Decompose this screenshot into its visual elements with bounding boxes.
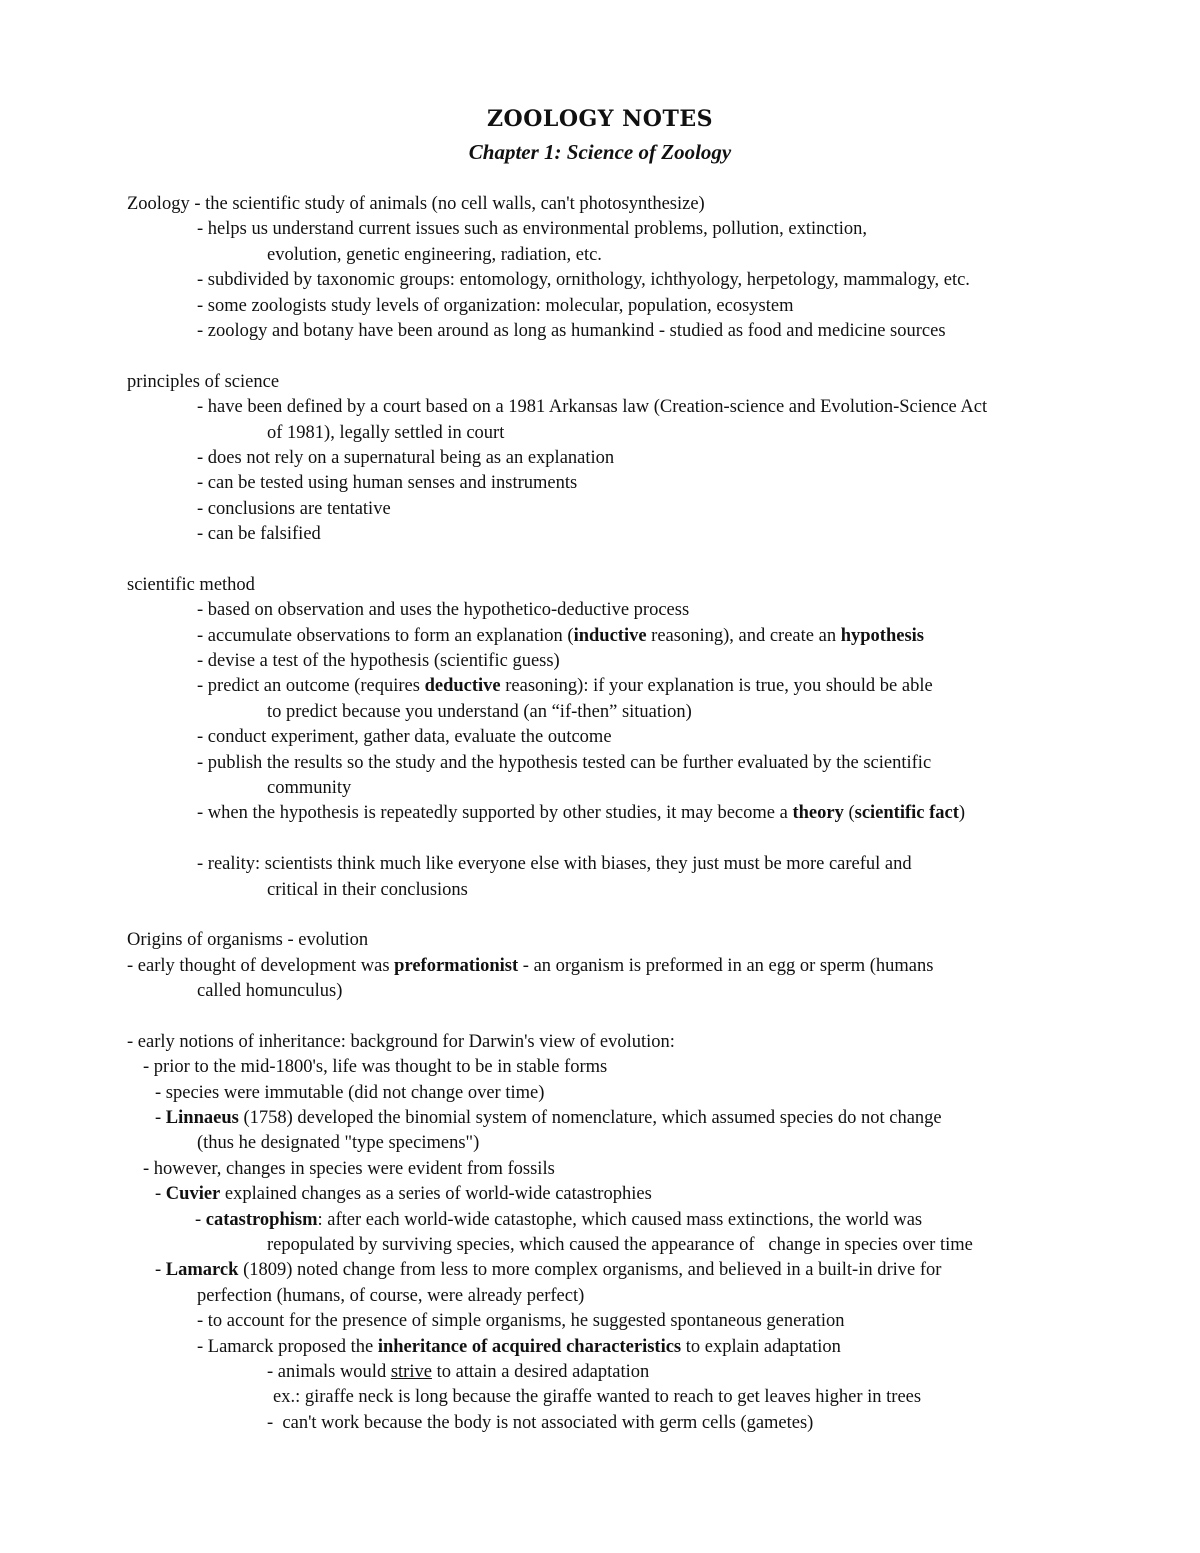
origins-bullet-cont: repopulated by surviving species, which caused the appearance of change in species over time	[267, 1235, 973, 1256]
origins-bullet: - Lamarck (1809) noted change from less to more complex organisms, and believed in a built-in drive for	[155, 1260, 942, 1281]
method-bullet: - based on observation and uses the hypothetico-deductive process	[197, 600, 690, 621]
method-bullet: - accumulate observations to form an explanation (inductive reasoning), and create an hypothesis	[197, 625, 924, 646]
term-scientific-fact: scientific fact	[854, 803, 959, 824]
zoology-bullet: - zoology and botany have been around as long as humankind - studied as food and medicine sources	[197, 320, 946, 341]
zoology-bullet: - some zoologists study levels of organization: molecular, population, ecosystem	[197, 295, 794, 316]
principles-heading: principles of science	[127, 371, 280, 392]
zoology-heading: Zoology - the scientific study of animals (no cell walls, can't photosynthesize)	[127, 194, 705, 214]
principles-bullet: - can be tested using human senses and instruments	[197, 473, 578, 494]
spacer	[127, 1005, 1127, 1030]
principles-bullet-cont: of 1981), legally settled in court	[267, 422, 505, 443]
origins-bullet: - prior to the mid-1800's, life was thought to be in stable forms	[143, 1057, 608, 1078]
origins-example: ex.: giraffe neck is long because the giraffe wanted to reach to get leaves higher in trees	[273, 1387, 922, 1408]
term-inductive: inductive	[573, 625, 647, 646]
zoology-bullet: - subdivided by taxonomic groups: entomology, ornithology, ichthyology, herpetology, mammalogy, etc.	[197, 270, 970, 291]
method-bullet: - predict an outcome (requires deductive reasoning): if your explanation is true, you should be able	[197, 676, 933, 697]
zoology-bullet: - helps us understand current issues such as environmental problems, pollution, extinction,	[197, 219, 867, 240]
method-bullet-cont: to predict because you understand (an “if-then” situation)	[267, 701, 692, 722]
principles-bullet: - conclusions are tentative	[197, 498, 391, 519]
chapter-subtitle: Chapter 1: Science of Zoology	[468, 140, 732, 164]
term-cuvier: Cuvier	[165, 1184, 221, 1205]
origins-bullet: - Cuvier explained changes as a series of world-wide catastrophies	[155, 1184, 652, 1205]
origins-bullet: - early thought of development was preformationist - an organism is preformed in an egg or sperm (humans	[127, 955, 934, 976]
spacer	[127, 547, 1127, 572]
method-bullet: - devise a test of the hypothesis (scientific guess)	[197, 651, 560, 672]
origins-bullet-cont: (thus he designated "type specimens")	[197, 1133, 480, 1154]
term-deductive: deductive	[424, 676, 501, 697]
spacer	[127, 827, 1127, 852]
method-bullet: - reality: scientists think much like everyone else with biases, they just must be more careful and	[197, 854, 912, 875]
origins-bullet: - species were immutable (did not change over time)	[155, 1082, 545, 1103]
spacer	[127, 903, 1127, 928]
term-inheritance-acquired: inheritance of acquired characteristics	[377, 1336, 682, 1357]
method-bullet: - conduct experiment, gather data, evaluate the outcome	[197, 727, 612, 748]
term-catastrophism: catastrophism	[205, 1209, 318, 1230]
origins-bullet: - to account for the presence of simple organisms, he suggested spontaneous generation	[197, 1311, 845, 1332]
term-lamarck: Lamarck	[165, 1260, 239, 1281]
method-bullet: - when the hypothesis is repeatedly supported by other studies, it may become a theory (scientific fact)	[197, 803, 966, 824]
principles-bullet: - does not rely on a supernatural being as an explanation	[197, 447, 615, 468]
principles-bullet: - can be falsified	[197, 524, 321, 545]
method-bullet: - publish the results so the study and the hypothesis tested can be further evaluated by the scientific	[197, 752, 932, 773]
origins-bullet: - catastrophism: after each world-wide catastophe, which caused mass extinctions, the world was	[195, 1209, 923, 1230]
origins-bullet: - Lamarck proposed the inheritance of acquired characteristics to explain adaptation	[197, 1336, 841, 1357]
term-linnaeus: Linnaeus	[165, 1108, 239, 1129]
origins-bullet: - can't work because the body is not associated with germ cells (gametes)	[267, 1412, 814, 1433]
origins-bullet: - Linnaeus (1758) developed the binomial system of nomenclature, which assumed species do not change	[155, 1108, 942, 1129]
origins-bullet: - animals would strive to attain a desired adaptation	[267, 1361, 650, 1382]
method-bullet-cont: community	[267, 777, 352, 798]
term-strive: strive	[390, 1361, 432, 1382]
page-title: ZOOLOGY NOTES	[487, 106, 713, 132]
principles-bullet: - have been defined by a court based on a 1981 Arkansas law (Creation-science and Evolution-Science Act	[197, 397, 988, 418]
zoology-bullet-cont: evolution, genetic engineering, radiation, etc.	[267, 244, 602, 265]
origins-heading: Origins of organisms - evolution	[127, 930, 369, 951]
notes-body	[127, 192, 1127, 1436]
method-heading: scientific method	[127, 574, 255, 595]
origins-bullet: - however, changes in species were evident from fossils	[143, 1158, 555, 1179]
method-bullet-cont: critical in their conclusions	[267, 879, 468, 900]
spacer	[127, 344, 1127, 369]
term-hypothesis: hypothesis	[840, 625, 924, 646]
origins-bullet-cont: perfection (humans, of course, were already perfect)	[197, 1285, 585, 1306]
origins-bullet-cont: called homunculus)	[197, 981, 343, 1002]
term-theory: theory	[792, 803, 844, 824]
term-preformationist: preformationist	[394, 955, 519, 976]
origins-bullet: - early notions of inheritance: background for Darwin's view of evolution:	[127, 1031, 675, 1052]
